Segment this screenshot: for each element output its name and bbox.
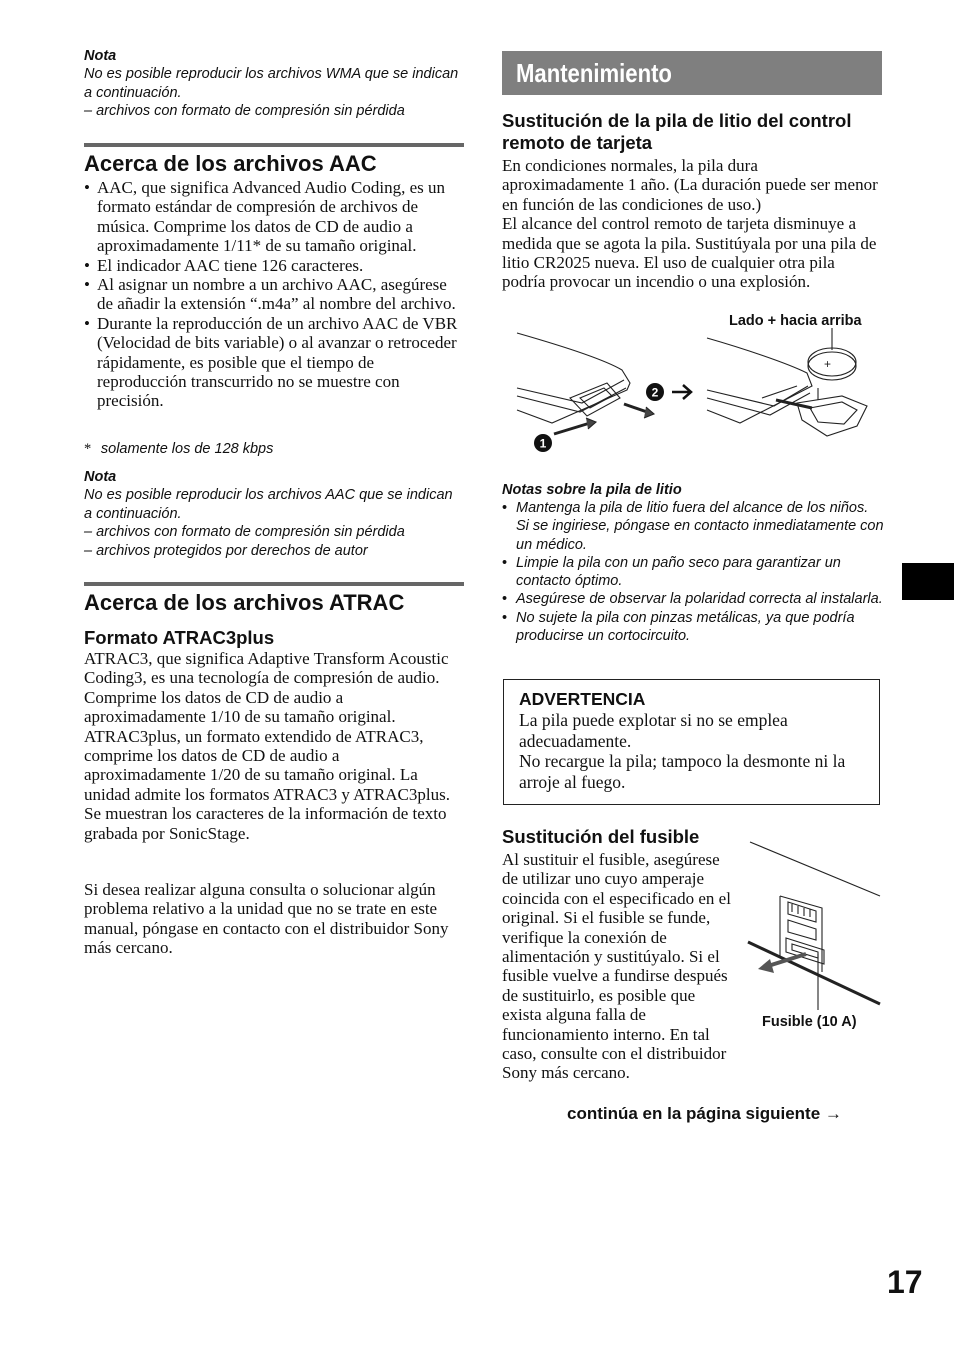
aac-bullet-list [84,178,464,411]
arrow-right-icon [672,385,691,399]
step-2-number: 2 [651,385,659,400]
section-rule [84,582,464,586]
section-tab-marker [902,563,954,600]
fuse-heading: Sustitución del fusible [502,826,700,847]
paragraph: Se muestran los caracteres de la información de texto grabada por SonicStage. [84,804,447,843]
list-item: • No sujete la pila con pinzas metálicas, ya que podría producirse un cortocircuito. [502,609,884,646]
list-item: • Al asignar un nombre a un archivo AAC, asegúrese de añadir la extensión “.m4a” al nombre del archivo. [84,275,464,314]
list-item: • Asegúrese de observar la polaridad correcta al instalarla. [502,590,884,608]
footnote-mark: * [84,441,92,457]
nota-item: – archivos con formato de compresión sin pérdida [84,103,405,119]
contact-paragraph: Si desea realizar alguna consulta o solucionar algún problema relativo a la unidad que no se trate en este manual, póngase en contacto con el distribuidor Sony más cercano. [84,880,449,958]
nota-title: Nota [84,469,117,485]
banner-title: Mantenimiento [516,58,672,88]
paragraph: ATRAC3, que significa Adaptive Transform Acoustic Coding3, es una tecnología de compresión de audio. Comprime los datos de CD de audio a aproximadamente 1/10 de su tamaño original. ATRAC3plus, un formato extendido de ATRAC3, comprime los datos de CD de audio a aproximadamente 1/20 de su tamaño original. La unidad admite los formatos ATRAC3 y ATRAC3plus. [84,649,450,804]
atrac-heading: Acerca de los archivos ATRAC [84,590,405,615]
battery-body [502,156,882,292]
nota-title: Nota [84,48,117,64]
atrac-body [84,649,464,843]
page-number: 17 [887,1264,923,1300]
battery-replacement-illustration [512,328,882,458]
battery-notes [502,481,884,645]
nota-text: No es posible reproducir los archivos AAC que se indican a continuación. [84,487,453,522]
footnote-text: solamente los de 128 kbps [100,441,274,457]
fuse-illustration [744,838,884,1010]
figure-label-plus-side: Lado + hacia arriba [729,313,862,329]
aac-heading: Acerca de los archivos AAC [84,151,377,176]
warning-line: La pila puede explotar si no se emplea adecuadamente. [519,710,788,751]
nota-aac [84,468,464,560]
nota-item: – archivos con formato de compresión sin pérdida [84,524,405,540]
section-rule [84,143,464,147]
list-item: • AAC, que significa Advanced Audio Coding, es un formato estándar de compresión de archivos de música. Comprime los datos de CD de audio a aproximadamente 1/11* de su tamaño original. [84,178,464,256]
continue-notice: continúa en la página siguiente → [567,1104,842,1123]
nota-item: – archivos protegidos por derechos de autor [84,542,368,559]
arrow-left-icon [758,959,774,973]
warning-title: ADVERTENCIA [519,689,646,709]
figure-label-fuse: Fusible (10 A) [762,1014,857,1030]
battery-plus-mark: + [824,357,832,371]
list-item: • Limpie la pila con un paño seco para garantizar un contacto óptimo. [502,554,884,591]
step-1-number: 1 [539,436,547,451]
warning-box [503,679,880,805]
list-item: • El indicador AAC tiene 126 caracteres. [84,256,464,275]
warning-line: No recargue la pila; tampoco la desmonte ni la arroje al fuego. [519,751,846,792]
paragraph: El alcance del control remoto de tarjeta disminuye a medida que se agota la pila. Sustitúyala por una pila de litio CR2025 nueva. El uso de cualquier otra pila podría provocar un incendio o una explosión. [502,214,877,292]
fuse-paragraph: Al sustituir el fusible, asegúrese de utilizar uno cuyo amperaje coincida con el especificado en el original. Si el fusible se funde, verifique la conexión de alimentación y sustitúyalo. Si el fusible vuelve a fundirse después de sustituirlo, es posible que exista alguna falla de funcionamiento interno. En tal caso, consulte con el distribuidor Sony más cercano. [502,850,731,1083]
notes-list [502,499,884,645]
list-item: • Mantenga la pila de litio fuera del alcance de los niños. Si se ingiriese, póngase en contacto inmediatamente con un médico. [502,499,884,554]
section-banner [502,51,882,95]
notes-title: Notas sobre la pila de litio [502,482,682,498]
nota-wma [84,47,464,121]
list-item: • Durante la reproducción de un archivo AAC de VBR (Velocidad de bits variable) o al avanzar o retroceder rápidamente, es posible que el tiempo de reproducción transcurrido no se muestre con precisión. [84,314,464,411]
paragraph: En condiciones normales, la pila dura aproximadamente 1 año. (La duración puede ser menor en función de las condiciones de uso.) [502,156,878,214]
nota-text: No es posible reproducir los archivos WMA que se indican a continuación. [84,66,459,101]
battery-heading: Sustitución de la pila de litio del control remoto de tarjeta [502,110,852,153]
atrac3plus-subheading: Formato ATRAC3plus [84,627,275,648]
aac-footnote [84,440,464,458]
